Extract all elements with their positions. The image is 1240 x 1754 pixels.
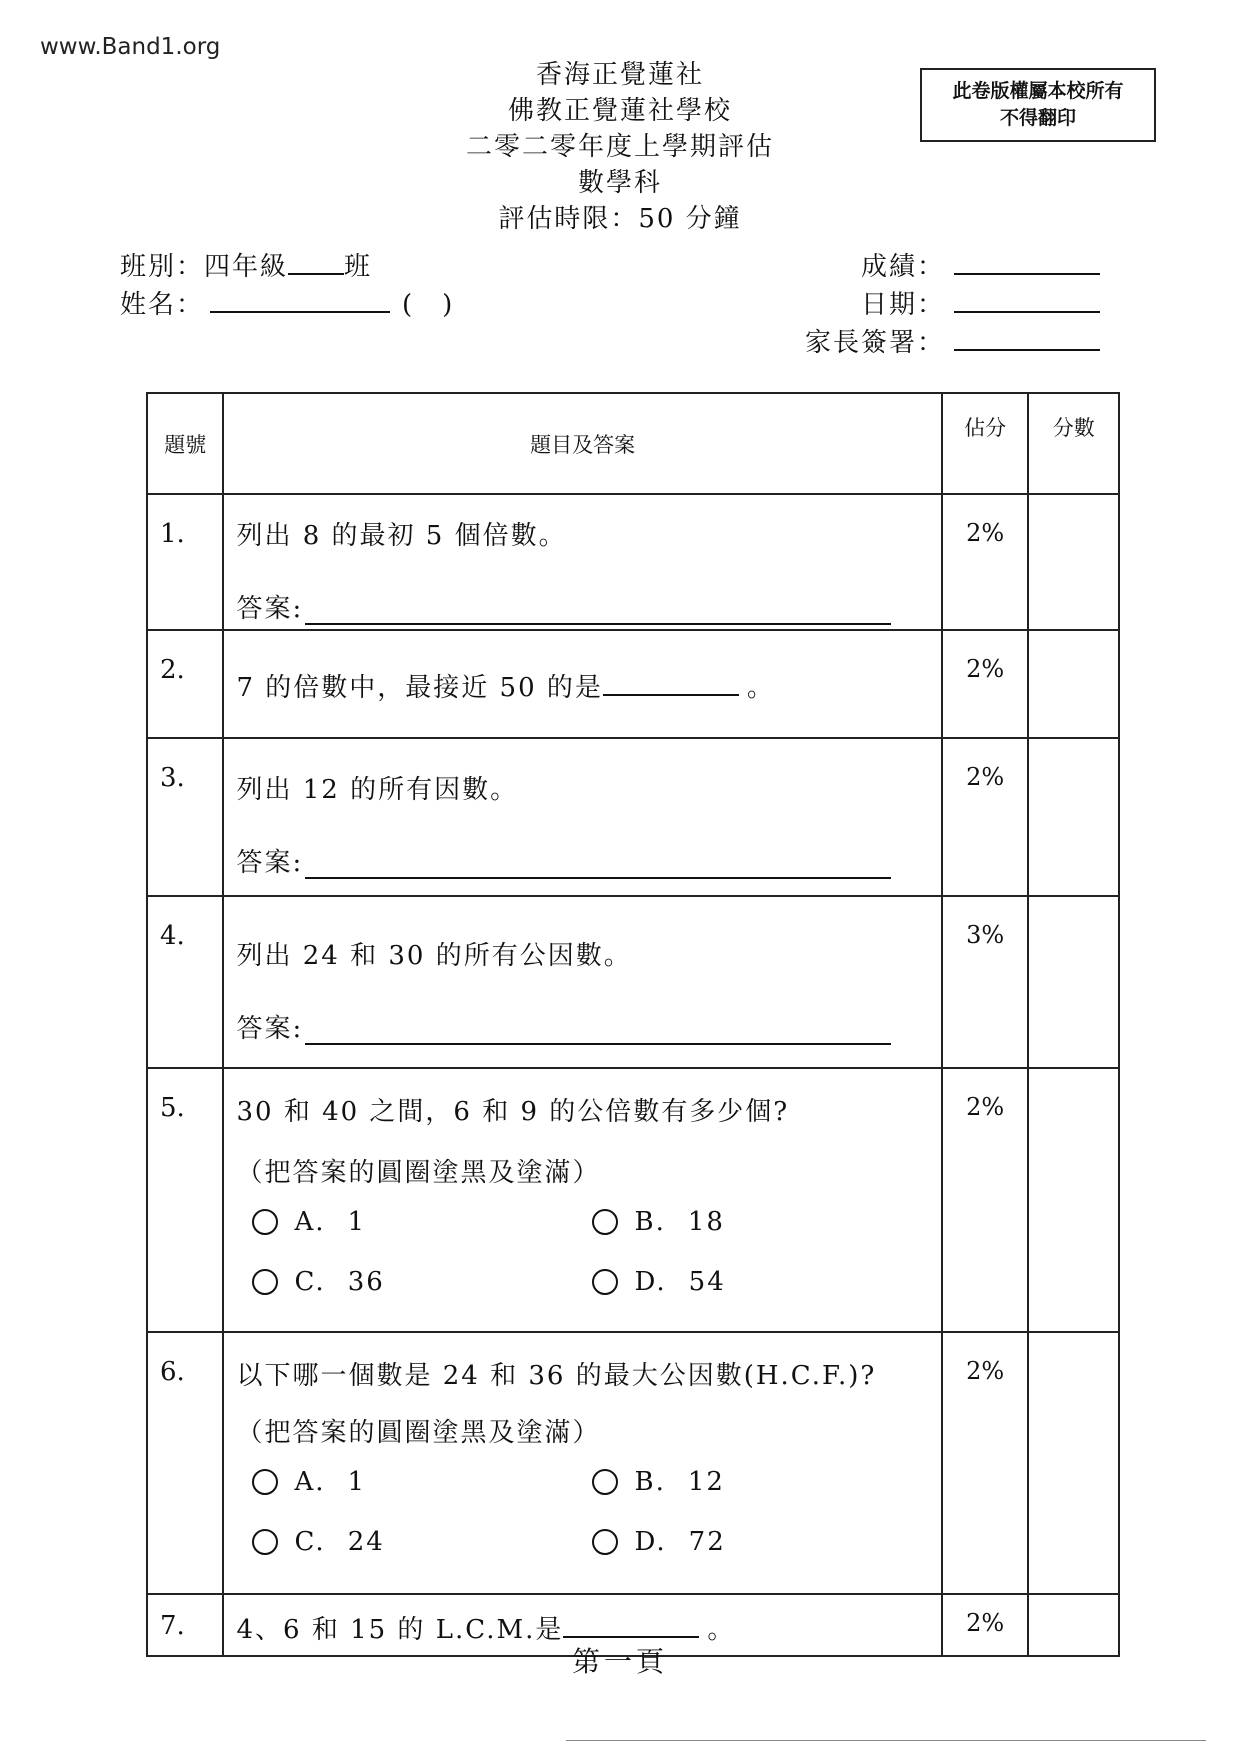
option-a[interactable] — [252, 1207, 592, 1237]
org-name: 香海正覺蓮社 — [535, 60, 704, 90]
option-value: 24 — [347, 1527, 385, 1557]
option-a[interactable] — [252, 1467, 592, 1497]
table-header-row — [147, 393, 1119, 494]
class-field — [120, 246, 372, 283]
marks-value: 2% — [942, 494, 1029, 630]
radio-circle-icon[interactable] — [252, 1209, 278, 1235]
question-cell — [223, 1332, 941, 1594]
marks-value: 2% — [942, 630, 1029, 738]
question-table — [146, 392, 1120, 1657]
marks-value: 2% — [942, 1332, 1029, 1594]
radio-circle-icon[interactable] — [252, 1529, 278, 1555]
date-blank[interactable] — [954, 311, 1100, 313]
name-label: 姓名： — [120, 290, 205, 320]
table-row — [147, 738, 1119, 896]
answer-label: 答案: — [236, 848, 304, 878]
radio-circle-icon[interactable] — [592, 1209, 618, 1235]
question-number: 4. — [147, 896, 223, 1068]
parent-signature-label: 家長簽署： — [804, 328, 945, 358]
name-blank[interactable] — [210, 289, 390, 313]
option-label: C. — [294, 1267, 326, 1297]
question-text: 7 的倍數中，最接近 50 的是 — [236, 673, 603, 703]
answer-label: 答案: — [236, 1014, 304, 1044]
time-limit: 評估時限：50 分鐘 — [498, 204, 742, 234]
answer-row — [236, 842, 940, 879]
option-c[interactable] — [252, 1527, 592, 1557]
header-marks: 佔分 — [942, 393, 1029, 494]
marks-value: 3% — [942, 896, 1029, 1068]
question-cell — [223, 630, 941, 738]
score-cell[interactable] — [1028, 1068, 1119, 1332]
radio-circle-icon[interactable] — [592, 1529, 618, 1555]
answer-input-line[interactable] — [305, 597, 891, 625]
class-number-paren[interactable]: ( ) — [402, 290, 455, 320]
option-c[interactable] — [252, 1267, 592, 1297]
answer-input-line[interactable] — [305, 1017, 891, 1045]
options-grid — [236, 1467, 940, 1557]
question-cell — [223, 738, 941, 896]
header-score: 分數 — [1028, 393, 1119, 494]
score-cell[interactable] — [1028, 494, 1119, 630]
question-number: 5. — [147, 1068, 223, 1332]
radio-circle-icon[interactable] — [592, 1469, 618, 1495]
option-b[interactable] — [592, 1467, 892, 1497]
option-d[interactable] — [592, 1527, 892, 1557]
radio-circle-icon[interactable] — [252, 1269, 278, 1295]
fill-in-blank[interactable] — [603, 672, 739, 696]
table-row — [147, 1332, 1119, 1594]
score-cell[interactable] — [1028, 896, 1119, 1068]
option-label: C. — [294, 1527, 326, 1557]
fill-in-blank[interactable] — [563, 1614, 699, 1638]
radio-circle-icon[interactable] — [252, 1469, 278, 1495]
table-row — [147, 1068, 1119, 1332]
name-field — [120, 284, 454, 321]
question-text-row — [236, 667, 940, 704]
grade-blank[interactable] — [954, 273, 1100, 275]
option-label: D. — [634, 1527, 667, 1557]
copyright-line-2: 不得翻印 — [999, 107, 1076, 129]
option-value: 1 — [347, 1207, 367, 1237]
header-no: 題號 — [147, 393, 223, 494]
assessment-title: 二零二零年度上學期評估 — [465, 132, 774, 162]
question-text: 列出 8 的最初 5 個倍數。 — [236, 521, 567, 551]
option-value: 1 — [347, 1467, 367, 1497]
option-label: A. — [294, 1467, 326, 1497]
page-number: 第一頁 — [571, 1645, 668, 1678]
question-text-end: 。 — [707, 1615, 736, 1645]
class-blank[interactable] — [288, 251, 344, 275]
question-number: 3. — [147, 738, 223, 896]
school-name: 佛教正覺蓮社學校 — [507, 96, 732, 126]
options-grid — [236, 1207, 940, 1297]
option-value: 18 — [687, 1207, 725, 1237]
option-value: 72 — [688, 1527, 726, 1557]
score-cell[interactable] — [1028, 630, 1119, 738]
answer-row — [236, 1008, 940, 1045]
class-label: 班別：四年級 — [120, 252, 289, 282]
instruction-text: （把答案的圓圈塗黑及塗滿） — [236, 1418, 601, 1448]
option-label: A. — [294, 1207, 326, 1237]
question-text-end: 。 — [746, 673, 775, 703]
header-question: 題目及答案 — [223, 393, 941, 494]
question-number: 1. — [147, 494, 223, 630]
parent-signature-blank[interactable] — [954, 349, 1100, 351]
score-cell[interactable] — [1028, 1332, 1119, 1594]
copyright-box — [920, 68, 1156, 142]
question-cell — [223, 1068, 941, 1332]
answer-row — [236, 588, 940, 625]
question-cell — [223, 896, 941, 1068]
question-number: 2. — [147, 630, 223, 738]
question-text: 列出 12 的所有因數。 — [236, 775, 519, 805]
question-number: 7. — [147, 1594, 223, 1656]
date-label: 日期： — [860, 290, 945, 320]
marks-value: 2% — [942, 738, 1029, 896]
marks-value: 2% — [942, 1594, 1029, 1656]
option-label: D. — [634, 1267, 667, 1297]
question-cell — [223, 494, 941, 630]
answer-label: 答案: — [236, 594, 304, 624]
option-label: B. — [634, 1207, 666, 1237]
radio-circle-icon[interactable] — [592, 1269, 618, 1295]
option-b[interactable] — [592, 1207, 892, 1237]
bottom-rule — [566, 1740, 1206, 1741]
answer-input-line[interactable] — [305, 851, 891, 879]
option-value: 12 — [687, 1467, 725, 1497]
table-row — [147, 896, 1119, 1068]
option-d[interactable] — [592, 1267, 892, 1297]
question-text: 列出 24 和 30 的所有公因數。 — [236, 941, 632, 971]
question-text: 以下哪一個數是 24 和 36 的最大公因數(H.C.F.)? — [236, 1361, 877, 1391]
table-row — [147, 494, 1119, 630]
watermark: www.Band1.org — [40, 34, 221, 60]
class-suffix: 班 — [344, 252, 373, 282]
option-value: 54 — [688, 1267, 726, 1297]
question-text: 4、6 和 15 的 L.C.M.是 — [236, 1615, 564, 1645]
copyright-line-1: 此卷版權屬本校所有 — [952, 80, 1124, 102]
option-value: 36 — [347, 1267, 385, 1297]
question-text: 30 和 40 之間，6 和 9 的公倍數有多少個? — [236, 1097, 790, 1127]
marks-value: 2% — [942, 1068, 1029, 1332]
table-row — [147, 630, 1119, 738]
score-cell[interactable] — [1028, 738, 1119, 896]
grade-label: 成績： — [860, 252, 945, 282]
instruction-text: （把答案的圓圈塗黑及塗滿） — [236, 1158, 601, 1188]
subject: 數學科 — [577, 168, 662, 198]
option-label: B. — [634, 1467, 666, 1497]
question-number: 6. — [147, 1332, 223, 1594]
